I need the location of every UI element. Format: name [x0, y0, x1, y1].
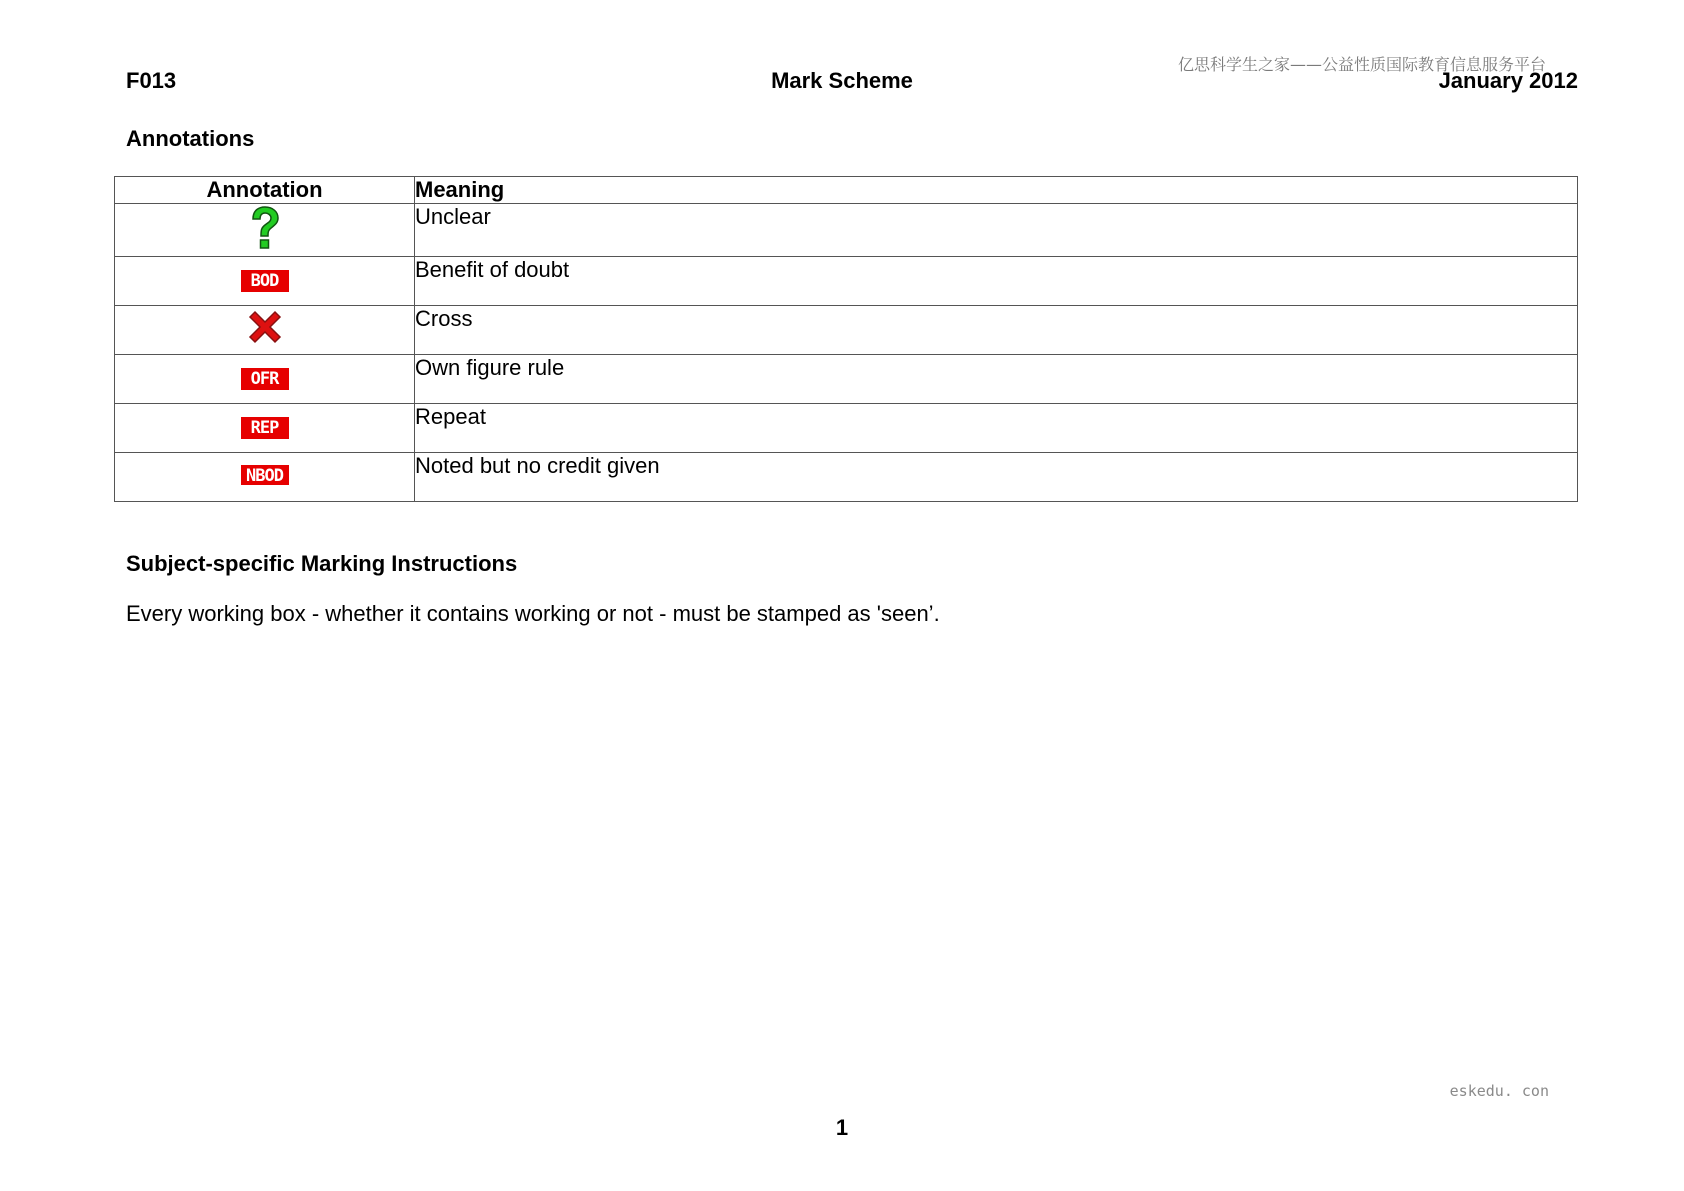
annotation-cell: [115, 306, 415, 355]
annotation-cell: [115, 453, 415, 502]
annotation-cell: [115, 404, 415, 453]
annotations-heading: Annotations: [126, 126, 255, 151]
meaning-cell: Own figure rule: [415, 355, 1578, 404]
instructions-text: Every working box - whether it contains working or not - must be stamped as 'seen’.: [126, 601, 940, 626]
table-row: [115, 257, 1578, 306]
annotations-table: [114, 176, 1578, 502]
table-row: [115, 306, 1578, 355]
annotation-cell: [115, 204, 415, 257]
column-header-meaning: Meaning: [415, 177, 1578, 204]
annotation-cell: [115, 355, 415, 404]
ofr-stamp-icon: OFR: [241, 368, 289, 390]
meaning-cell: Cross: [415, 306, 1578, 355]
rep-stamp-icon: REP: [241, 417, 289, 439]
table-header-row: [115, 177, 1578, 204]
header-watermark: 亿思科学生之家——公益性质国际教育信息服务平台: [1177, 55, 1546, 74]
nbod-stamp-icon: NBOD: [241, 465, 289, 485]
document-title: Mark Scheme: [771, 68, 913, 93]
page-number: 1: [835, 1115, 849, 1140]
exam-code: F013: [126, 68, 177, 93]
exam-date: January 2012: [1438, 68, 1578, 93]
column-header-annotation: Annotation: [115, 177, 415, 204]
meaning-cell: Noted but no credit given: [415, 453, 1578, 502]
bod-stamp-icon: BOD: [241, 270, 289, 292]
instructions-heading: Subject-specific Marking Instructions: [126, 551, 518, 576]
red-cross-icon: [245, 307, 285, 352]
table-row: [115, 204, 1578, 257]
green-question-mark-icon: [245, 205, 285, 256]
table-row: [115, 453, 1578, 502]
table-row: [115, 355, 1578, 404]
meaning-cell: Benefit of doubt: [415, 257, 1578, 306]
meaning-cell: Unclear: [415, 204, 1578, 257]
footer-watermark: eskedu. con: [1449, 1082, 1549, 1100]
meaning-cell: Repeat: [415, 404, 1578, 453]
table-row: [115, 404, 1578, 453]
annotation-cell: [115, 257, 415, 306]
